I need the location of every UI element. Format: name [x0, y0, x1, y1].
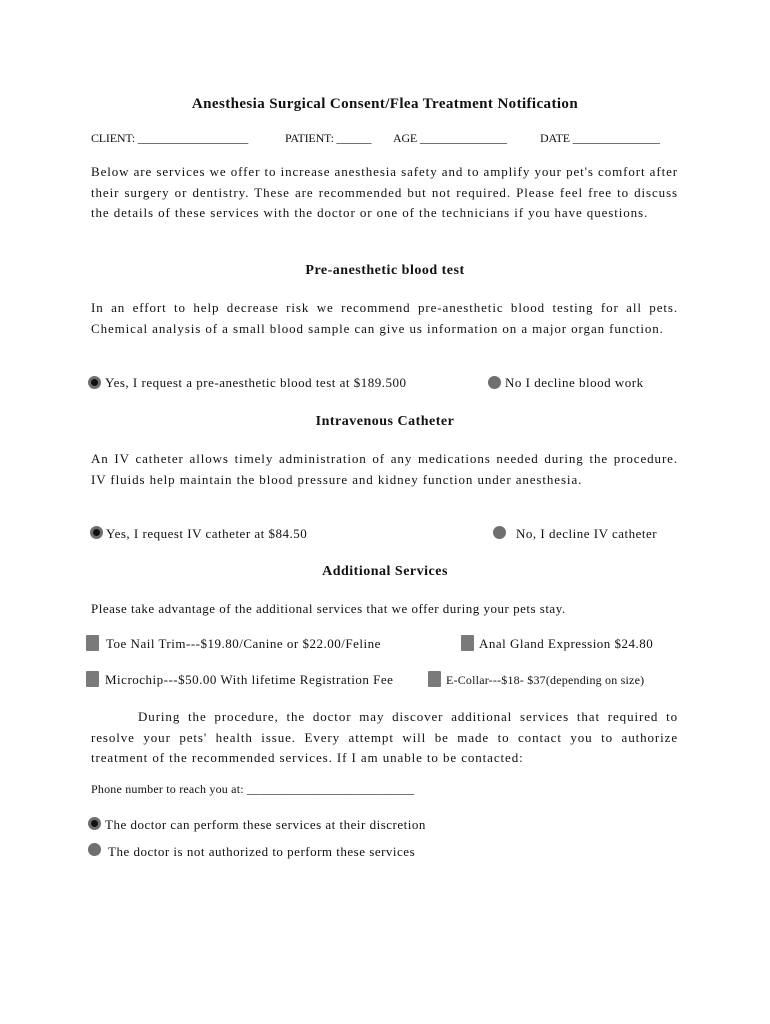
blood-test-paragraph: In an effort to help decrease risk we recommend pre-anesthetic blood testing for all pets. Chemical analysis of a small blood sample can give us information on a major organ function. — [91, 300, 678, 336]
catheter-paragraph: An IV catheter allows timely administration of any medications needed during the procedure. IV fluids help maintain the blood pressure and kidney function under anesthesia. — [91, 451, 678, 487]
client-field[interactable]: CLIENT: ___________________ — [91, 131, 248, 145]
client-info-fields — [91, 131, 660, 146]
authorize-not-label: The doctor is not authorized to perform these services — [108, 844, 416, 859]
catheter-heading: Intravenous Catheter — [315, 414, 455, 429]
microchip-checkbox[interactable] — [86, 671, 99, 687]
catheter-yes-label: Yes, I request IV catheter at $84.50 — [106, 526, 308, 541]
blood-test-no-radio[interactable] — [488, 376, 501, 389]
blood-test-no-label: No I decline blood work — [505, 375, 644, 390]
blood-test-heading: Pre-anesthetic blood test — [305, 263, 465, 278]
authorize-perform-radio[interactable] — [88, 817, 101, 830]
catheter-no-radio[interactable] — [493, 526, 506, 539]
catheter-no-label: No, I decline IV catheter — [516, 526, 658, 541]
authorize-not-radio[interactable] — [88, 843, 101, 856]
anal-gland-checkbox[interactable] — [461, 635, 474, 651]
date-field[interactable]: DATE _______________ — [540, 131, 660, 145]
age-field[interactable]: AGE _______________ — [393, 131, 507, 145]
catheter-yes-radio[interactable] — [90, 526, 103, 539]
intro-paragraph: Below are services we offer to increase anesthesia safety and to amplify your pet's comfort after their surgery or dentistry. These are recommended but not required. Please feel free to discuss the details of these services with the doctor or one of the technicians if you have questions. — [91, 164, 678, 220]
additional-services-paragraph: Please take advantage of the additional services that we offer during your pets stay. — [91, 601, 566, 616]
anal-gland-label: Anal Gland Expression $24.80 — [479, 636, 654, 651]
blood-test-yes-radio[interactable] — [88, 376, 101, 389]
procedure-paragraph: During the procedure, the doctor may discover additional services that required to resolve your pets' health issue. Every attempt will be made to contact you to authorize treatment of the recommended services. If I am unable to be contacted: — [91, 709, 678, 765]
microchip-label: Microchip---$50.00 With lifetime Registration Fee — [105, 672, 394, 687]
toe-nail-label: Toe Nail Trim---$19.80/Canine or $22.00/Feline — [106, 636, 381, 651]
blood-test-yes-label: Yes, I request a pre-anesthetic blood test at $189.500 — [105, 375, 407, 390]
form-title: Anesthesia Surgical Consent/Flea Treatment Notification — [191, 96, 579, 112]
additional-services-heading: Additional Services — [322, 564, 448, 579]
patient-field[interactable]: PATIENT: ______ — [285, 131, 372, 145]
toe-nail-checkbox[interactable] — [86, 635, 99, 651]
phone-number-field[interactable]: Phone number to reach you at: ___________________________ — [91, 782, 415, 796]
ecollar-checkbox[interactable] — [428, 671, 441, 687]
authorize-perform-label: The doctor can perform these services at their discretion — [105, 817, 426, 832]
ecollar-label: E-Collar---$18- $37(depending on size) — [446, 673, 645, 687]
